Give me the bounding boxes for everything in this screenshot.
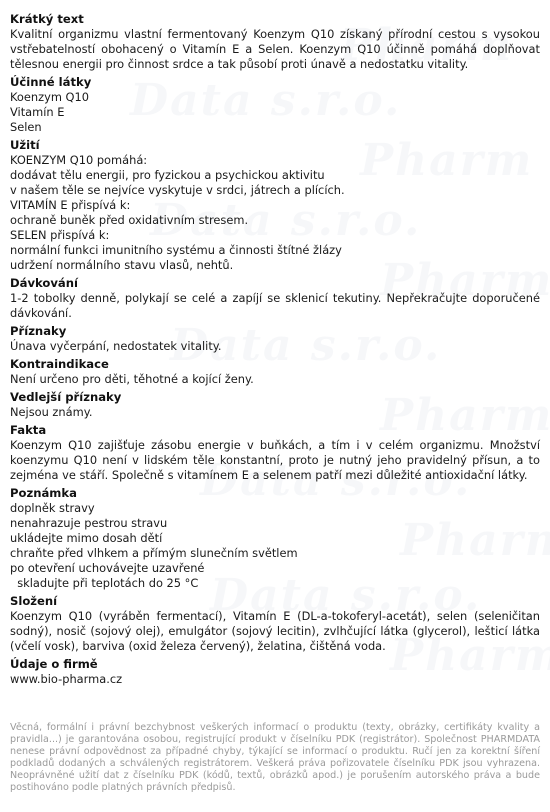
section-usage (10, 138, 540, 273)
section-line: udržení normálního stavu vlasů, nehtů. (10, 258, 234, 272)
section-paragraph: Koenzym Q10 zajišťuje zásobu energie v buňkách, a tím i v celém organizmu. Množství koenzymu Q10 není v lidském těle konstantní, proto je nutný jeho pravidelný přísun, a to zejména ve stáří. Společně s vitamínem E a selenem patří mezi důležité antioxidační látky. (10, 438, 540, 482)
section-paragraph: 1-2 tobolky denně, polykají se celé a zapíjí se sklenicí tekutiny. Nepřekračujte doporučené dávkování. (10, 291, 540, 320)
section-line: Není určeno pro děti, těhotné a kojící ženy. (10, 372, 254, 386)
section-paragraph: Koenzym Q10 (vyráběn fermentací), Vitamín E (DL-a-tokoferyl-acetát), selen (seleničitan sodný), nosič (sojový olej), emulgátor (sojový lecitin), zvlhčující látka (glycerol), lešticí látka (včelí vosk), barviva (oxid železa červený), želatina, čištěná voda. (10, 609, 540, 653)
section-title: Složení (10, 594, 58, 608)
section-line: nenahrazuje pestrou stravu (10, 516, 168, 530)
section-composition (10, 594, 540, 654)
section-dosage (10, 276, 540, 321)
section-active-ingredients (10, 75, 540, 135)
section-line: po otevření uchovávejte uzavřené (10, 561, 205, 575)
section-line: Nejsou známy. (10, 405, 93, 419)
section-line: doplněk stravy (10, 501, 95, 515)
section-side-effects (10, 390, 540, 420)
section-paragraph: Kvalitní organizmu vlastní fermentovaný Koenzym Q10 získaný přírodní cestou s vysokou vstřebatelností obohacený o Vitamín E a Selen. Koenzym Q10 účinně pomáhá doplňovat tělesnou energii pro činnost srdce a tak působí proti únavě a nedostatku vitality. (10, 27, 540, 71)
section-line: Vitamín E (10, 105, 65, 119)
section-title: Účinné látky (10, 75, 92, 89)
section-line: normální funkci imunitního systému a činnosti štítné žlázy (10, 243, 342, 257)
section-company (10, 657, 540, 687)
section-line: ochraně buněk před oxidativním stresem. (10, 213, 249, 227)
section-line: chraňte před vlhkem a přímým slunečním světlem (10, 546, 298, 560)
section-line: ukládejte mimo dosah dětí (10, 531, 163, 545)
section-line: v našem těle se nejvíce vyskytuje v srdci, játrech a plících. (10, 183, 345, 197)
section-title: Údaje o firmě (10, 657, 98, 671)
section-title: Dávkování (10, 276, 78, 290)
section-line: Koenzym Q10 (10, 90, 89, 104)
section-line: dodávat tělu energii, pro fyzickou a psychickou aktivitu (10, 168, 325, 182)
section-title: Kontraindikace (10, 357, 109, 371)
section-line: Únava vyčerpání, nedostatek vitality. (10, 339, 222, 353)
section-title: Vedlejší příznaky (10, 390, 122, 404)
section-short-text (10, 12, 540, 72)
section-facts (10, 423, 540, 483)
company-website-link[interactable]: www.bio-pharma.cz (10, 672, 123, 686)
section-contraindications (10, 357, 540, 387)
section-title: Užití (10, 138, 40, 152)
section-note (10, 486, 540, 591)
section-line: VITAMÍN E přispívá k: (10, 198, 131, 212)
section-line: KOENZYM Q10 pomáhá: (10, 153, 148, 167)
section-line: Selen (10, 120, 42, 134)
section-symptoms (10, 324, 540, 354)
legal-disclaimer: Věcná, formální i právní bezchybnost veškerých informací o produktu (texty, obrázky, certifikáty kvality a pravidla...) je garantována osobou, registrující produkt v číselníku PDK (registrátor). Společnost PHARMDATA nenese právní odpovědnost za případné chyby, týkající se informací o produktu. Ručí jen za korektní šíření podkladů dodaných a schválených registrátorem. Veškerá práva pořizovatele číselníku PDK jsou vyhrazena. Neoprávněné užití dat z číselníku PDK (kódů, textů, obrázků apod.) je porušením autorského práva a bude postihováno podle platných právních předpisů. (10, 722, 540, 794)
section-title: Fakta (10, 423, 47, 437)
section-title: Krátký text (10, 12, 84, 26)
section-line: skladujte při teplotách do 25 °C (10, 576, 199, 590)
section-line: SELEN přispívá k: (10, 228, 110, 242)
product-info-document (10, 12, 540, 690)
section-title: Příznaky (10, 324, 67, 338)
section-title: Poznámka (10, 486, 77, 500)
